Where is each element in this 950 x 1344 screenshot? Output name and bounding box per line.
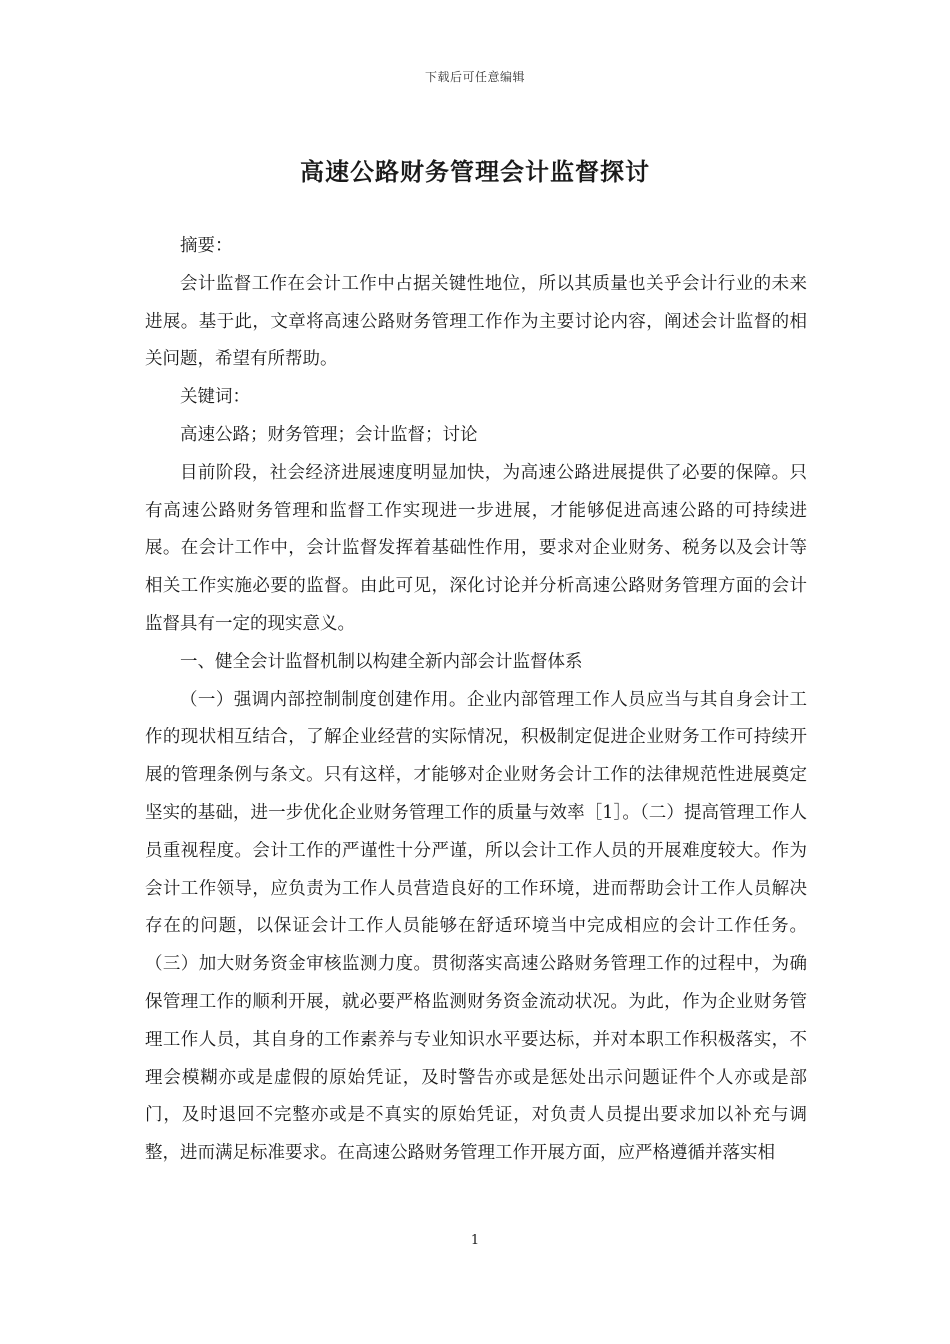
- document-body: [145, 228, 807, 1173]
- document-title: 高速公路财务管理会计监督探讨: [300, 157, 650, 186]
- section-heading: 一、健全会计监督机制以构建全新内部会计监督体系: [180, 651, 583, 672]
- intro-paragraph: 目前阶段，社会经济进展速度明显加快，为高速公路进展提供了必要的保障。只有高速公路财务管理和监督工作实现进一步进展，才能够促进高速公路的可持续进展。在会计工作中，会计监督发挥着基础性作用，要求对企业财务、税务以及会计等相关工作实施必要的监督。由此可见，深化讨论并分析高速公路财务管理方面的会计监督具有一定的现实意义。: [145, 462, 807, 634]
- abstract-label: 摘要：: [180, 236, 233, 256]
- section-paragraph: （一）强调内部控制制度创建作用。企业内部管理工作人员应当与其自身会计工作的现状相互结合，了解企业经营的实际情况，积极制定促进企业财务工作可持续开展的管理条例与条文。只有这样，才能够对企业财务会计工作的法律规范性进展奠定坚实的基础，进一步优化企业财务管理工作的质量与效率［1］。（二）提高管理工作人员重视程度。会计工作的严谨性十分严谨，所以会计工作人员的开展难度较大。作为会计工作领导，应负责为工作人员营造良好的工作环境，进而帮助会计工作人员解决存在的问题，以保证会计工作人员能够在舒适环境当中完成相应的会计工作任务。（三）加大财务资金审核监测力度。贯彻落实高速公路财务管理工作的过程中，为确保管理工作的顺利开展，就必要严格监测财务资金流动状况。为此，作为企业财务管理工作人员，其自身的工作素养与专业知识水平要达标，并对本职工作积极落实，不理会模糊亦或是虚假的原始凭证，及时警告亦或是惩处出示问题证件个人亦或是部门，及时退回不完整亦或是不真实的原始凭证，对负责人员提出要求加以补充与调整，进而满足标准要求。在高速公路财务管理工作开展方面，应严格遵循并落实相: [145, 689, 807, 1164]
- keywords-paragraph: 高速公路；财务管理；会计监督；讨论: [180, 424, 478, 445]
- abstract-paragraph: 会计监督工作在会计工作中占据关键性地位，所以其质量也关乎会计行业的未来进展。基于此，文章将高速公路财务管理工作作为主要讨论内容，阐述会计监督的相关问题，希望有所帮助。: [145, 273, 807, 370]
- header-note: 下载后可任意编辑: [424, 70, 525, 84]
- keywords-label: 关键词：: [180, 387, 250, 408]
- page-number: 1: [470, 1233, 480, 1248]
